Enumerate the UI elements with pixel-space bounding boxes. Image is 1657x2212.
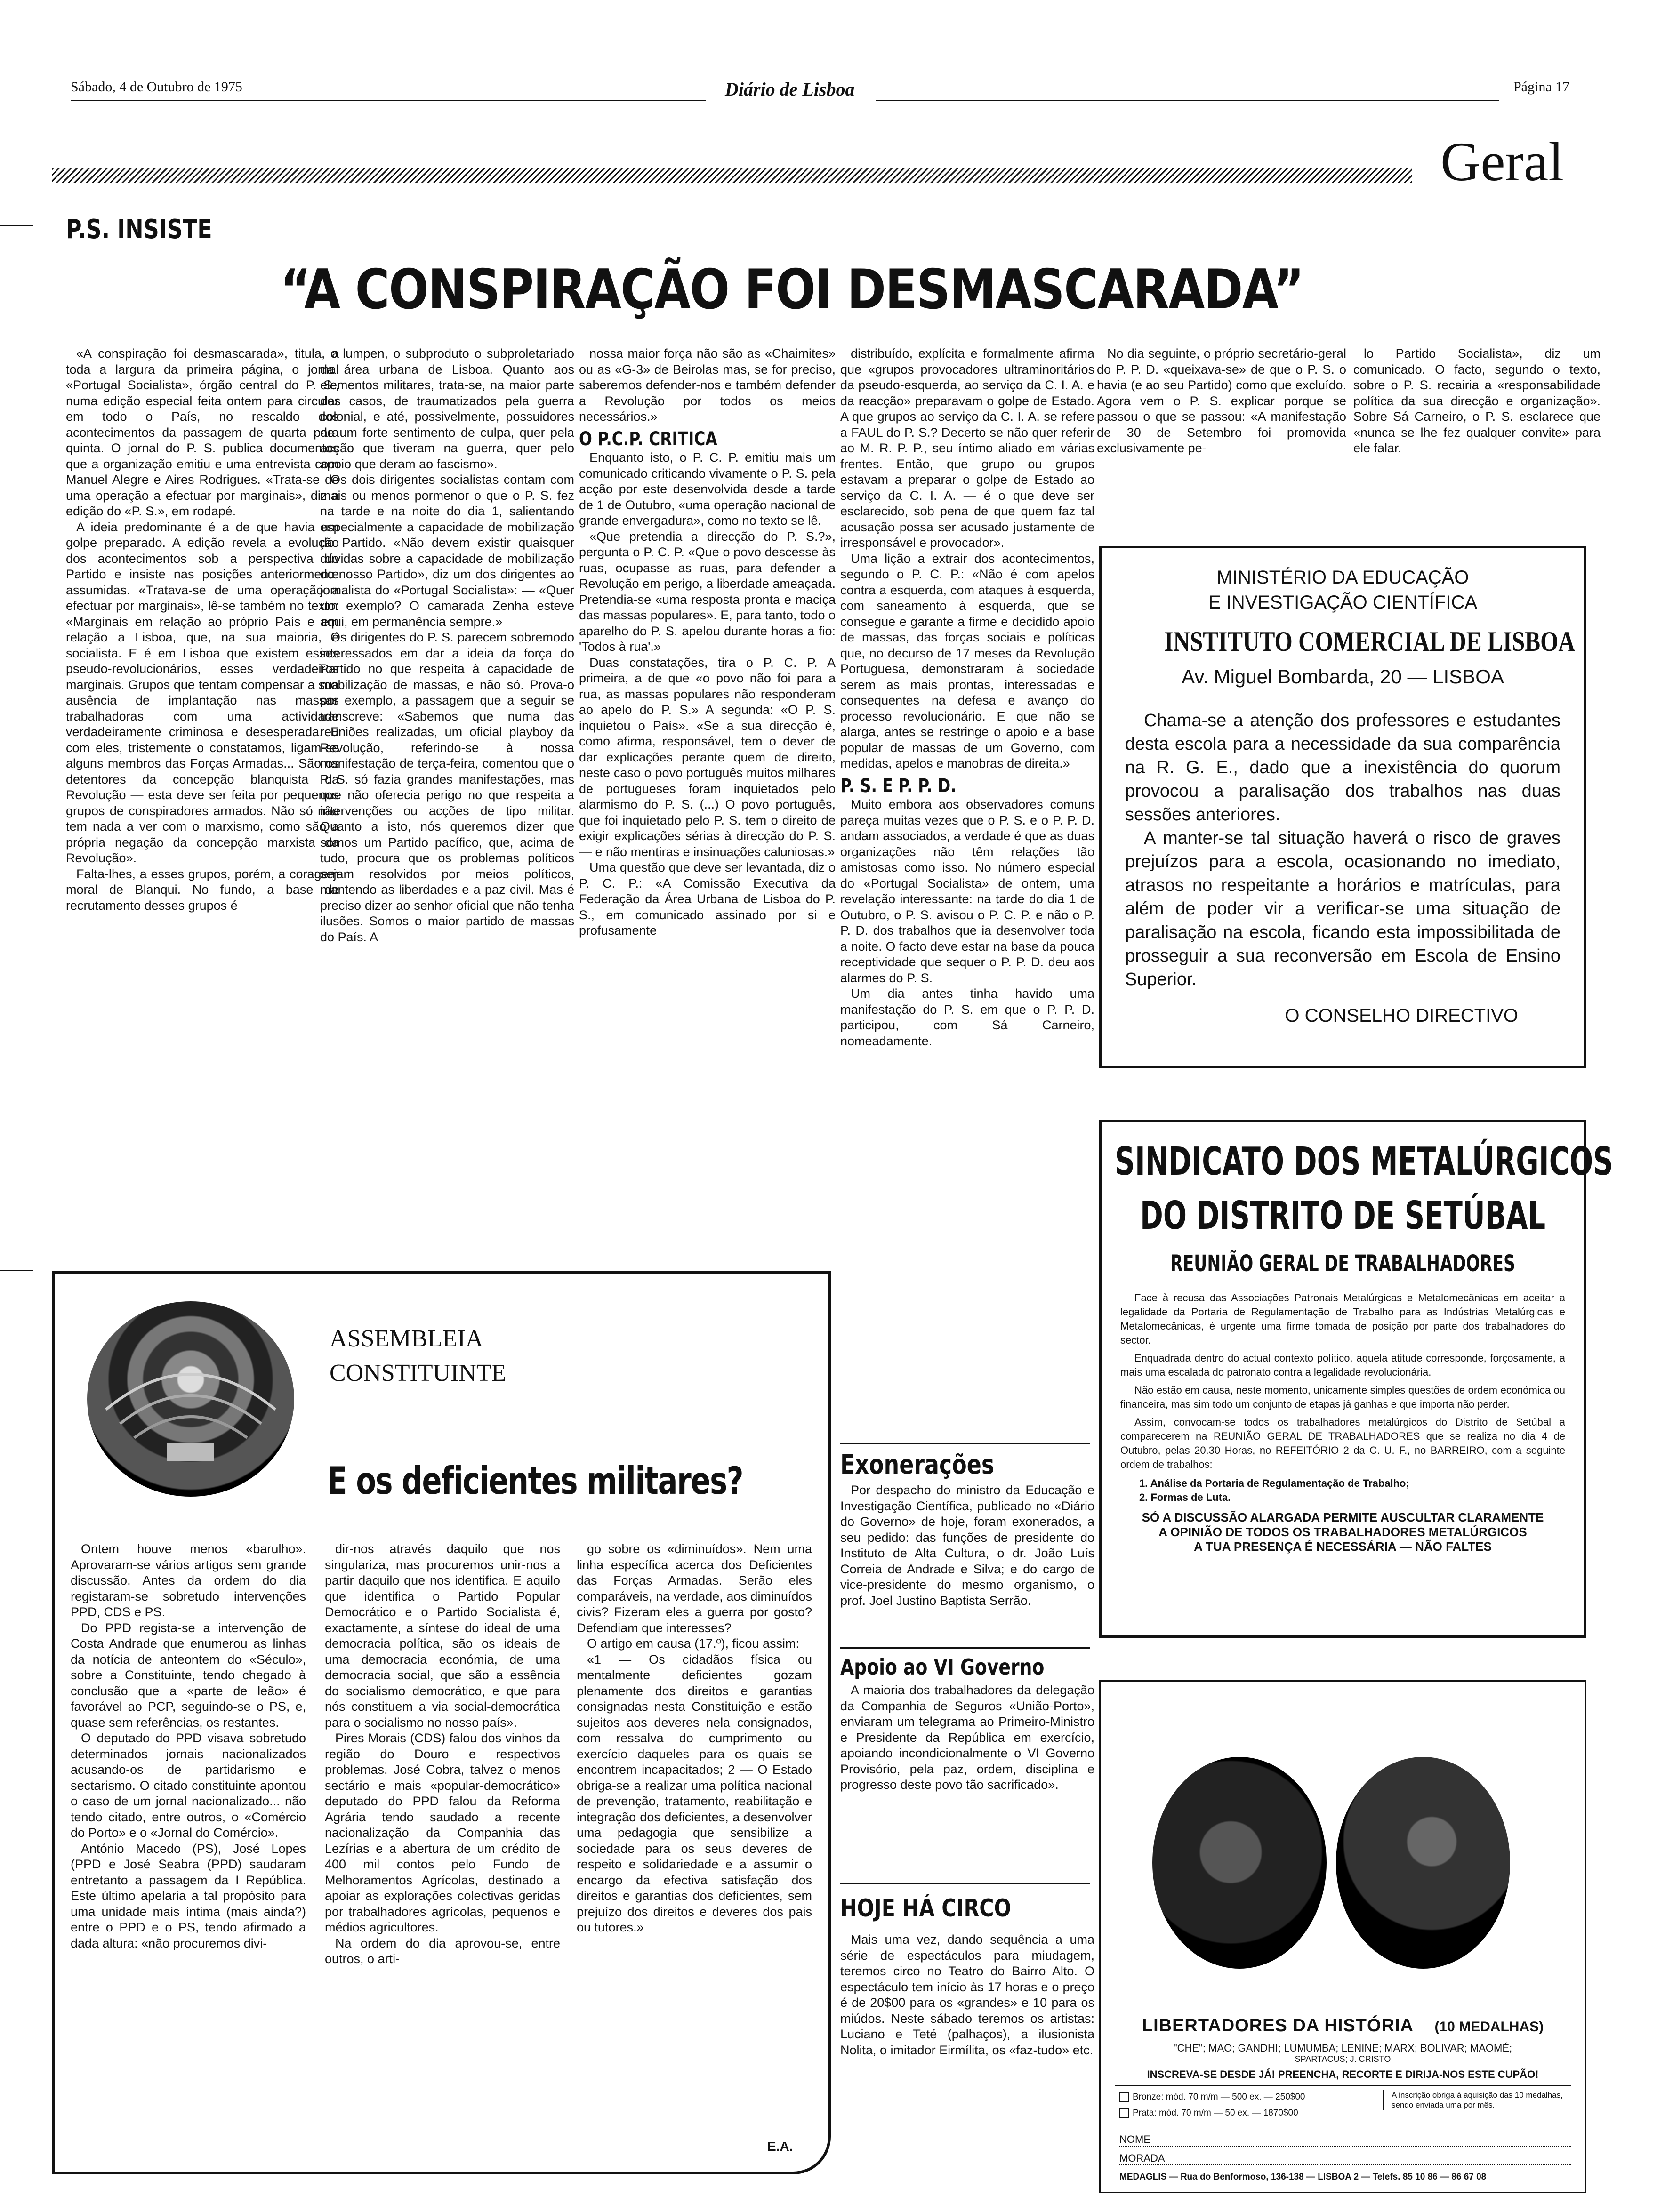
bronze-checkbox[interactable] — [1119, 2092, 1129, 2102]
subhead-pcp-critica: O P.C.P. CRITICA — [579, 428, 717, 450]
ad-instituto-p2: A manter-se tal situação haverá o risco de graves prejuízos para a escola, ocasionando no imediato, atrasos no respeitante a horários e matrículas, para além de poder vir a verificar-se uma situação de paralisação na escola, ficando esta impossibilitada de prosseguir a sua reconversão em Escola de Ensino Superior. — [1125, 828, 1560, 989]
assembleia-col1-p4: António Macedo (PS), José Lopes (PPD e José Seabra (PPD) saudaram entretanto a passagem da I República. Este último apelaria a tal propósito para uma unidade mais íntima (mais ainda?) entre o PPD e o PS, tendo afirmado a dada altura: «não procuremos divi- — [71, 1841, 306, 1950]
medalhas-morada-row[interactable] — [1119, 2152, 1571, 2165]
lead-col4-p1: distribuído, explícita e formalmente afirma que «grupos provocadores ultraminoritários da pseudo-esquerda, ao serviço da C. I. A. e da reacção» preparavam o golpe de Estado. A que grupos ao serviço da C. I. A. se refere a FAUL do P. S.? Decerto se não quer referir ao M. R. P. P., seu íntimo aliado em várias frentes. Então, que grupo ou grupos estavam a preparar o golpe de Estado ao serviço da C. I. A. — é o que deve ser esclarecido, sob pena de que quem faz tal acusação possa ser acusado justamente de irresponsável e provocador». — [840, 346, 1094, 550]
lead-col2-p3: Os dirigentes do P. S. parecem sobremodo interessados em dar a ideia da força do Partido no que respeita à capacidade de mobilização de massas, e não só. Prova-o por exemplo, a passagem que a seguir se transcreve: «Sabemos que numa das reuniões realizadas, um oficial playboy da Revolução, referindo-se à nossa manifestação de terça-feira, comentou que o P. S. só fazia grandes manifestações, mas que não oferecia perigo no que respeita a intervenções ou acções de tipo militar. Quanto a isto, nós queremos dizer que somos um Partido pacífico, que, acima de tudo, procura que os problemas políticos sejam resolvidos por meios políticos, mantendo as liberdades e a paz civil. Mas é preciso dizer ao senhor oficial que não tenha ilusões. Somos o maior partido de massas do País. A — [320, 630, 574, 944]
ad-sindicato-closing2: A OPINIÃO DE TODOS OS TRABALHADORES METALÚRGICOS — [1158, 1525, 1527, 1539]
ad-ministerio-line1: MINISTÉRIO DA EDUCAÇÃO — [1216, 567, 1469, 588]
margin-mark-2 — [0, 1270, 33, 1271]
ad-sindicato-p1: Face à recusa das Associações Patronais Metalúrgicas e Metalomecânicas em aceitar a legalidade da Portaria de Regulamentação de Trabalho para as Indústrias Metalúrgicas e Metalomecânicas, é urgente uma firme tomada de posição por parte dos trabalhadores do sector. — [1120, 1292, 1565, 1346]
ad-sindicato-title2: DO DISTRITO DE SETÚBAL — [1140, 1194, 1546, 1238]
medalhas-note: A inscrição obriga à aquisição das 10 medalhas, sendo enviada uma por mês. — [1383, 2090, 1571, 2110]
ad-instituto-address: Av. Miguel Bombarda, 20 — LISBOA — [1182, 665, 1504, 688]
assembleia-col3-p3: «1 — Os cidadãos física ou mentalmente deficientes gozam plenamente dos direitos e garantias consignadas nesta Constituição e estão sujeitos aos deveres nela consignados, com ressalva do cumprimento ou exercício daqueles para os quais se encontrem incapacitados; 2 — O Estado obriga-se a realizar uma política nacional de prevenção, tratamento, reabilitação e integração dos deficientes, a desenvolver uma pedagogia que sensibilize a sociedade para os seus deveres de respeito e solidariedade e a assumir o encargo da efectiva satisfação dos direitos e garantias dos deficientes, sem prejuízo dos direitos e deveres dos pais ou tutores.» — [577, 1652, 812, 1934]
lead-col1-p3: Falta-lhes, a esses grupos, porém, a coragem moral de Blanqui. No fundo, a base de recrutamento desses grupos é — [66, 866, 339, 913]
lead-column-1 — [66, 346, 339, 1247]
section-title: Geral — [1440, 131, 1564, 192]
lead-column-6 — [1353, 346, 1601, 501]
masthead: Diário de Lisboa — [725, 79, 855, 100]
exoneracoes-text: Por despacho do ministro da Educação e Investigação Científica, publicado no «Diário do Governo» de hoje, foram exonerados, a seu pedido: das funções de presidente do Instituto de Alta Cultura, o dr. João Luís Correia de Andrade e Silva; e do cargo de vice-presidente do mesmo organismo, o prof. Joel Justino Baptista Serrão. — [840, 1483, 1094, 1608]
exoneracoes-title: Exonerações — [840, 1450, 995, 1480]
medalhas-count: (10 MEDALHAS) — [1434, 2019, 1544, 2035]
assembleia-column-2 — [325, 1541, 560, 2165]
header-page: Página 17 — [1513, 79, 1570, 95]
ad-sindicato-p3: Não estão em causa, neste momento, unicamente simples questões de ordem económica ou financeira, mas sim todo um conjunto de etapas já ganhas e que importa não perder. — [1120, 1384, 1565, 1410]
medalhas-names1: "CHE"; MAO; GANDHI; LUMUMBA; LENINE; MARX; BOLIVAR; MAOMÉ; — [1173, 2042, 1512, 2054]
assembleia-col2-p3: Na ordem do dia aprovou-se, entre outros, o arti- — [325, 1936, 560, 1966]
lead-col3-p3: «Que pretendia a direcção do P. S.?», pergunta o P. C. P. «Que o povo descesse às ruas, ocupasse as ruas, para defender a Revolução em perigo, a liberdade ameaçada. Pretendia-se «uma resposta pronta e maciça das massas populares». E, para tanto, todo o aparelho do P. S. apelou durante horas a fio: 'Todos à rua'.» — [579, 529, 836, 654]
ad-sindicato-closing1: SÓ A DISCUSSÃO ALARGADA PERMITE AUSCULTAR CLARAMENTE — [1142, 1510, 1544, 1524]
medalhas-footer: MEDAGLIS — Rua do Benformoso, 136-138 — LISBOA 2 — Telefs. 85 10 86 — 86 67 08 — [1119, 2172, 1487, 2182]
prata-checkbox[interactable] — [1119, 2108, 1129, 2118]
ad-sindicato-item2: 2. Formas de Luta. — [1139, 1491, 1231, 1503]
lead-col5-p1: No dia seguinte, o próprio secretário-geral do P. P. D. «queixava-se» de que o P. S. o havia (e ao seu Partido) como que excluído. Agora vem o P. S. explicar porque se passou o que se passou: «A manifestação de 30 de Setembro foi promovida exclusivamente pe- — [1097, 346, 1346, 455]
circo-text: Mais uma vez, dando sequência a uma série de espectáculos para miudagem, teremos circo no Teatro do Bairro Alto. O espectáculo tem início às 17 horas e o preço é de 20$00 para os «grandes» e 10 para os miúdos. Neste sábado teremos os artistas: Luciano e Teté (palhaços), a ilusionista Nolita, o imitador Eirmílita, os «faz-tudo» etc. — [840, 1932, 1094, 2057]
ad-ministerio-line2: E INVESTIGAÇÃO CIENTÍFICA — [1208, 592, 1478, 613]
apoio-text: A maioria dos trabalhadores da delegação da Companhia de Seguros «União-Porto», enviaram um telegrama ao Primeiro-Ministro e Presidente da República em exercício, apoiando incondicionalmente o VI Governo Provisório, pela paz, ordem, disciplina e progresso deste povo tão sacrificado». — [840, 1683, 1094, 1792]
lead-col3-p4: Duas constatações, tira o P. C. P. A primeira, a de que «o povo não foi para a rua, as massas populares não responderam ao apelo do P. S.» A segunda: «O P. S. inquietou o País». «Se a sua direcção é, como afirma, responsável, tem o dever de dar explicações perante quem de direito, neste caso o povo português muitos milhares de portugueses foram inquietados pelo alarmismo do P. S. (...) O povo português, que foi inquietado pelo P. S. tem o direito de exigir explicações sérias à direcção do P. S. — e não mentiras e insinuações caluniosas.» — [579, 655, 836, 859]
lead-col3-p5: Uma questão que deve ser levantada, diz o P. C. P.: «A Comissão Executiva da Federação da Área Urbana de Lisboa do P. S., em comunicado assinado por si e profusamente — [579, 860, 836, 938]
medalhas-title-row — [1101, 2016, 1585, 2036]
lead-col2-p1: o lumpen, o subproduto o subproletariado da área urbana de Lisboa. Quanto aos elementos militares, trata-se, na maior parte dos casos, de traumatizados pela guerra colonial, e até, possivelmente, possuidores de um forte sentimento de culpa, quer pela acção que tiveram na guerra, quer pelo apoio que deram ao fascismo». — [320, 346, 574, 471]
assembleia-sign: E.A. — [767, 2139, 793, 2154]
ad-sindicato-title1: SINDICATO DOS METALÚRGICOS — [1115, 1139, 1613, 1184]
medalhas-rule — [1115, 2085, 1571, 2086]
assembleia-col1-p3: O deputado do PPD visava sobretudo determinados jornais nacionalizados acusando-os de partidarismo e sectarismo. O citado constituinte apontou o caso de um jornal nacionalizado... não tendo citado, entre outros, o «Comércio do Porto» e o «Jornal do Comércio». — [71, 1731, 306, 1840]
circo-title: HOJE HÁ CIRCO — [840, 1894, 1011, 1923]
medal-image — [1152, 1724, 1524, 2025]
ad-sindicato-item1: 1. Análise da Portaria de Regulamentação de Trabalho; — [1139, 1477, 1409, 1489]
prata-label: Prata: mód. 70 m/m — 50 ex. — 1870$00 — [1133, 2108, 1298, 2118]
assembleia-column-1 — [71, 1541, 306, 2165]
section-rule — [52, 168, 1412, 183]
assembleia-col2-p2: Pires Morais (CDS) falou dos vinhos da região do Douro e respectivos problemas. José Cobra, talvez o menos sectário e mais «popular-democrático» deputado do PPD falou da Reforma Agrária tendo saudado a recente nacionalização da Companhia das Lezírias e a abertura de um crédito de 400 mil contos pelo Fundo de Melhoramentos Agrícolas, destinado a apoiar as explorações colectivas geridas por trabalhadores agrícolas, pequenos e médios agricultores. — [325, 1731, 560, 1934]
ad-instituto-comercial — [1099, 546, 1586, 1068]
assembleia-col3-p2: O artigo em causa (17.º), ficou assim: — [587, 1636, 800, 1651]
header-date: Sábado, 4 de Outubro de 1975 — [71, 79, 242, 95]
assembleia-col1-p1: Ontem houve menos «barulho». Aprovaram-se vários artigos sem grande discussão. Antes da ordem do dia registaram-se sobretudo intervenções PPD, CDS e PS. — [71, 1542, 306, 1619]
medalhas-option-prata[interactable] — [1119, 2108, 1298, 2118]
assembleia-col1-p2: Do PPD regista-se a intervenção de Costa Andrade que enumerou as linhas da notícia de anteontem do «Século», sobre a Constituinte, tendo chegado à conclusão que a «parte de leão» é favorável ao PCP, seguindo-se o PS, e, quase sem referências, os restantes. — [71, 1620, 306, 1730]
assembleia-photo — [87, 1301, 294, 1497]
header-rule-left — [71, 100, 706, 101]
lead-col3-p2: Enquanto isto, o P. C. P. emitiu mais um comunicado criticando vivamente o P. S. pela acção por este desenvolvida desde a tarde de 1 de Outubro, «uma operação nacional de grande envergadura», como no texto se lê. — [579, 450, 836, 528]
ad-sindicato-p4: Assim, convocam-se todos os trabalhadores metalúrgicos do Distrito de Setúbal a comparecerem na REUNIÃO GERAL DE TRABALHADORES que se realiza no dia 4 de Outubro, pelas 20.30 Horas, no REFEITÓRIO 2 da C. U. F., no BARREIRO, com a seguinte ordem de trabalhos: — [1120, 1416, 1565, 1470]
lead-col1-p1: «A conspiração foi desmascarada», titula, a toda a largura da primeira página, o jornal «Portugal Socialista», órgão central do P. S., numa edição especial feita ontem para circular em todo o País, no rescaldo dos acontecimentos da passagem de quarta para quinta. O jornal do P. S. publica documentos que a organização emitiu e uma entrevista com Manuel Alegre e Aires Rodrigues. «Trata-se de uma operação a efectuar por marginais», diz a edição do «P. S.», em rodapé. — [66, 346, 339, 518]
exoneracoes-rule — [840, 1443, 1090, 1444]
ad-sindicato-p2: Enquadrada dentro do actual contexto político, aquela atitude corresponde, forçosamente, a mais uma escalada do patronato contra a legalidade revolucionária. — [1120, 1352, 1565, 1378]
bronze-label: Bronze: mód. 70 m/m — 500 ex. — 250$00 — [1133, 2092, 1305, 2102]
ad-instituto-sign: O CONSELHO DIRECTIVO — [1285, 1005, 1518, 1026]
assembleia-label1: ASSEMBLEIA — [330, 1325, 483, 1352]
subhead-ps-ppd: P. S. E P. P. D. — [840, 775, 957, 797]
lead-col4-p4: Um dia antes tinha havido uma manifestação do P. S. em que o P. P. D. participou, com Sá Carneiro, nomeadamente. — [840, 986, 1094, 1048]
ad-instituto-title: INSTITUTO COMERCIAL DE LISBOA — [1164, 626, 1575, 657]
assembleia-label2: CONSTITUINTE — [330, 1360, 507, 1387]
assembleia-column-3 — [577, 1541, 812, 2132]
lead-col3-p1: nossa maior força não são as «Chaimites» ou as «G-3» de Beirolas mas, se for preciso, saberemos defender-nos e também defender a Revolução por todos os meios necessários.» — [579, 346, 836, 424]
medalhas-names2: SPARTACUS; J. CRISTO — [1295, 2054, 1391, 2064]
lead-col4-p3: Muito embora aos observadores comuns pareça muitas vezes que o P. S. e o P. P. D. andam associados, a verdade é que as duas organizações não têm relações tão amistosas como isso. No número especial do «Portugal Socialista» de ontem, uma revelação interessante: na tarde do dia 1 de Outubro, o P. S. avisou o P. C. P. e não o P. P. D. dos trabalhos que ia desenvolver toda a noite. O facto deve estar na base da pouca receptividade que sequer o P. P. D. deu aos alarmes do P. S. — [840, 797, 1094, 985]
ad-sindicato-metalurgicos — [1099, 1120, 1613, 1638]
lead-col2-p2: Os dois dirigentes socialistas contam com mais ou menos pormenor o que o P. S. fez na tarde e na noite do dia 1, salientando especialmente a capacidade de mobilização do Partido. «Não devem existir quaisquer dúvidas sobre a capacidade de mobilização do nosso Partido», diz um dos dirigentes ao jornalista do «Portugal Socialista»: — «Quer um exemplo? O camarada Zenha esteve aqui, em permanência sempre.» — [320, 473, 574, 629]
apoio-rule — [840, 1647, 1090, 1649]
medal-left-icon — [1152, 1757, 1327, 1969]
margin-mark-1 — [0, 225, 33, 226]
ad-sindicato-closing3: A TUA PRESENÇA É NECESSÁRIA — NÃO FALTES — [1194, 1539, 1492, 1554]
lead-headline: “A CONSPIRAÇÃO FOI DESMASCARADA” — [280, 258, 1303, 321]
lead-column-3 — [579, 346, 836, 1247]
lead-column-2 — [320, 346, 574, 1247]
nome-label: NOME — [1119, 2133, 1150, 2145]
header-rule-right — [876, 100, 1499, 101]
morada-label: MORADA — [1119, 2152, 1165, 2164]
lead-column-4 — [840, 346, 1094, 1388]
ad-sindicato-title3: REUNIÃO GERAL DE TRABALHADORES — [1170, 1250, 1515, 1277]
lead-col4-p2: Uma lição a extrair dos acontecimentos, segundo o P. C. P.: «Não é com apelos contra a esquerda, com ataques à esquerda, com saneamento à esquerda, que se consegue e garante a firme e decidido apoio de massas, das forças sociais e políticas que, no decurso de 17 meses da Revolução Portuguesa, demonstraram à sociedade serem as mais prontas, interessadas e consequentes na defesa e avanço do processo revolucionário. E que não se alarga, antes se restringe o apoio e a base popular de massas de um Governo, com medidas, apelos e manobras de direita.» — [840, 551, 1094, 770]
lead-kicker: P.S. INSISTE — [66, 214, 212, 245]
assembleia-headline: E os deficientes militares? — [327, 1459, 743, 1503]
assembleia-col2-p1: dir-nos através daquilo que nos singulariza, mas procuremos unir-nos a partir daquilo que nos identifica. E aquilo que identifica o Partido Popular Democrático e o Partido Socialista é, exactamente, a síntese do ideal de uma democracia política, são os ideais de uma democracia económia, de uma democracia social, que são a essência do socialismo democrático, e que para nós constituem a via social-democrática para o socialismo no nosso país». — [325, 1542, 560, 1730]
lead-col1-p2: A ideia predominante é a de que havia um golpe preparado. A edição revela a evolução dos acontecimentos sob a perspectiva do Partido e insiste nas posições anteriormente assumidas. «Tratava-se de uma operação a efectuar por marginais», lê-se também no texto: «Marginais em relação ao próprio País e em relação a Lisboa, que, na sua maioria, é socialista. E é em Lisboa que existem esses pseudo-revolucionários, esses verdadeiros marginais. Grupos que tentam compensar a sua ausência de implantação nas massas trabalhadoras com uma actividade verdadeiramente criminosa e desesperada. E com eles, tristemente o constatamos, ligam-se alguns membros das Forças Armadas... São os detentores da concepção blanquista da Revolução — esta deve ser feita por pequenos grupos de conspiradores armados. Não só não tem nada a ver com o marxismo, como são a própria negação da concepção marxista da Revolução». — [66, 520, 339, 865]
ad-libertadores-medalhas — [1099, 1680, 1586, 2193]
medalhas-call: INSCREVA-SE DESDE JÁ! PREENCHA, RECORTE E DIRIJA-NOS ESTE CUPÃO! — [1147, 2068, 1539, 2080]
assembleia-col3-p1: go sobre os «diminuídos». Nem uma linha específica acerca dos Deficientes das Forças Armadas. Serão eles comparáveis, na verdade, aos diminuídos civis? Fizeram eles a guerra por gosto? Defendiam que interesses? — [577, 1542, 812, 1635]
circo-rule — [840, 1883, 1090, 1884]
medalhas-title: LIBERTADORES DA HISTÓRIA — [1142, 2016, 1414, 2036]
lead-col6-p1: lo Partido Socialista», diz um comunicado. O facto, segundo o texto, sobre o P. S. recairia a «responsabilidade política da sua direcção e organização». Sobre Sá Carneiro, o P. S. esclarece que «nunca se lhe fez qualquer convite» para ele falar. — [1353, 346, 1601, 455]
assembleia-hemicycle-icon — [87, 1301, 294, 1497]
medalhas-option-bronze[interactable] — [1119, 2092, 1305, 2102]
medalhas-nome-row[interactable] — [1119, 2133, 1571, 2147]
ad-instituto-p1: Chama-se a atenção dos professores e estudantes desta escola para a necessidade da sua comparência na R. G. E., dado que a inexistência do quorum provocou a paralisação dos trabalhos nas duas sessões anteriores. — [1125, 711, 1560, 825]
lead-column-5 — [1097, 346, 1346, 501]
medal-right-icon — [1336, 1757, 1510, 1969]
apoio-title: Apoio ao VI Governo — [840, 1654, 1045, 1680]
